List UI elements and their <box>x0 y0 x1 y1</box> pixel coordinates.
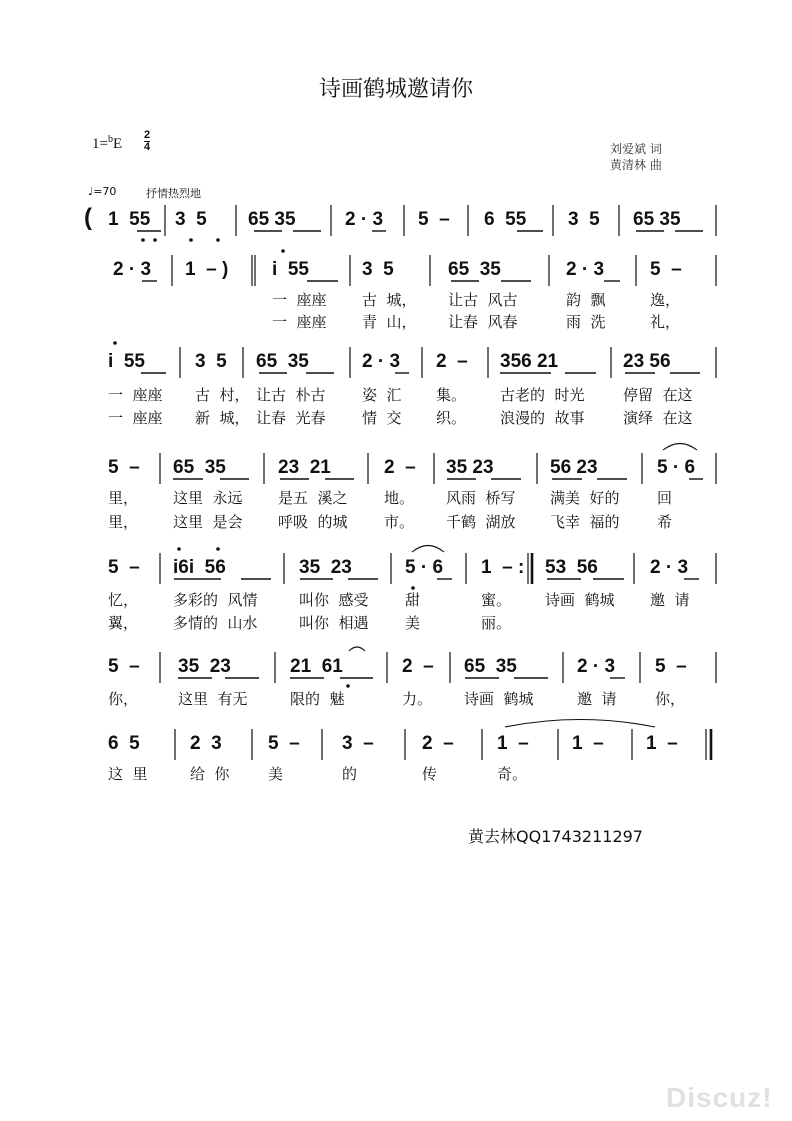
lyric-verse-1: 集。 <box>436 386 467 404</box>
key-note: E <box>112 136 123 152</box>
lyric-verse-1: 奇。 <box>497 765 528 783</box>
meter-top: 2 <box>144 129 151 141</box>
measure-notes: 21 61 <box>290 656 343 677</box>
measure-notes: 356 21 <box>500 351 559 372</box>
measure-notes: 65 35 <box>448 259 501 280</box>
lyric-verse-1: 的 <box>342 765 358 783</box>
measure-notes: 2 – <box>436 351 468 372</box>
measure-notes: 5 – <box>108 656 140 677</box>
lyric-verse-2: 演绎 在这 <box>623 409 693 427</box>
expression-marking: 抒情热烈地 <box>146 187 201 200</box>
measure-notes: 2 · 3 <box>345 209 384 230</box>
measure-notes: 35 23 <box>299 557 352 578</box>
lyric-verse-2: 情 交 <box>362 409 402 427</box>
key-prefix: 1= <box>92 136 108 152</box>
lyric-verse-1: 满美 好的 <box>550 489 620 507</box>
lyric-verse-1: 一 座座 <box>272 291 327 309</box>
measure-notes: 1 – <box>572 733 604 754</box>
lyric-verse-2: 呼吸 的城 <box>278 513 348 531</box>
lyric-verse-2: 青 山， <box>362 313 417 331</box>
lyric-verse-2: 翼， <box>108 614 139 632</box>
measure-notes: 3 5 <box>362 259 394 280</box>
measure-notes: 6 5 <box>108 733 140 754</box>
measure-notes: 5 – <box>108 557 140 578</box>
lyric-verse-2: 多情的 山水 <box>173 614 258 632</box>
measure-notes: i 55 <box>272 259 309 280</box>
measure-notes: 1 – <box>646 733 678 754</box>
lyric-verse-1: 你， <box>655 690 686 708</box>
measure-notes: 5 – <box>650 259 682 280</box>
lyric-verse-1: 里， <box>108 489 139 507</box>
lyric-verse-1: 一 座座 <box>108 386 163 404</box>
lyric-verse-1: 这里 有无 <box>178 690 248 708</box>
lyric-verse-1: 你， <box>108 690 139 708</box>
lyric-verse-2: 礼， <box>650 313 681 331</box>
lyric-verse-1: 让古 朴古 <box>256 386 326 404</box>
measure-notes: 35 23 <box>446 457 494 478</box>
measure-notes: 5 – <box>108 457 140 478</box>
measure-notes: 2 · 3 <box>577 656 616 677</box>
lyric-verse-1: 叫你 感受 <box>299 591 369 609</box>
meter-bottom: 4 <box>144 141 151 153</box>
measure-notes: 2 · 3 <box>113 259 152 280</box>
measure-notes: 5 – <box>655 656 687 677</box>
lyric-verse-2: 浪漫的 故事 <box>500 409 585 427</box>
lyric-verse-2: 让春 风春 <box>448 313 518 331</box>
lyric-verse-1: 邀 请 <box>650 591 690 609</box>
lyric-verse-2: 织。 <box>436 409 467 427</box>
song-title: 诗画鹤城邀请你 <box>318 77 473 102</box>
measure-notes: 5 · 6 <box>657 457 696 478</box>
lyric-verse-1: 诗画 鹤城 <box>464 690 534 708</box>
measure-notes: 1 – ) <box>185 259 229 280</box>
lyric-verse-2: 美 <box>405 614 421 632</box>
lyric-verse-1: 古 城， <box>362 291 417 309</box>
measure-notes: i 55 <box>108 351 145 372</box>
lyric-verse-1: 这 里 <box>108 765 148 783</box>
lyric-verse-1: 多彩的 风情 <box>173 591 258 609</box>
lyric-verse-2: 丽。 <box>481 614 512 632</box>
measure-notes: 6 55 <box>484 209 527 230</box>
measure-notes: 5 · 6 <box>405 557 444 578</box>
measure-notes: 65 35 <box>173 457 226 478</box>
barlines-system-1 <box>165 205 716 236</box>
lyric-verse-1: 邀 请 <box>577 690 617 708</box>
measure-notes: 3 – <box>342 733 374 754</box>
lyric-verse-1: 给 你 <box>190 765 230 783</box>
repeat-open-paren: ( <box>84 204 92 231</box>
lyric-verse-1: 这里 永远 <box>173 489 243 507</box>
measure-notes: 3 5 <box>195 351 227 372</box>
lyric-verse-2: 千鹤 湖放 <box>446 513 516 531</box>
lyric-verse-1: 美 <box>268 765 284 783</box>
lyric-verse-1: 力。 <box>402 690 433 708</box>
measure-notes: 56 23 <box>550 457 598 478</box>
measure-notes: 23 21 <box>278 457 331 478</box>
lyric-verse-1: 传 <box>422 765 438 783</box>
lyric-verse-1: 停留 在这 <box>623 386 693 404</box>
lyric-verse-2: 这里 是会 <box>173 513 243 531</box>
lyric-verse-1: 诗画 鹤城 <box>545 591 615 609</box>
measure-notes: 3 5 <box>175 209 207 230</box>
lyricist-credit: 刘爱斌 词 <box>610 142 662 156</box>
lyric-verse-1: 古老的 时光 <box>500 386 585 404</box>
measure-notes: i6i 56 <box>173 557 226 578</box>
measure-notes: 35 23 <box>178 656 231 677</box>
measure-notes: 65 35 <box>248 209 296 230</box>
lyric-verse-1: 忆， <box>108 591 139 609</box>
flat-sign: b <box>107 134 113 145</box>
measure-notes: 2 – <box>422 733 454 754</box>
measure-notes: 3 5 <box>568 209 600 230</box>
lyric-verse-2: 新 城， <box>195 409 250 427</box>
lyric-verse-1: 回 <box>657 489 673 507</box>
measure-notes: 5 – <box>268 733 300 754</box>
measure-notes: 1 – : <box>481 557 525 578</box>
lyric-verse-1: 古 村， <box>195 386 250 404</box>
composer-credit: 黄清林 曲 <box>610 158 662 172</box>
lyric-verse-1: 韵 飘 <box>566 291 606 309</box>
measure-notes: 2 – <box>402 656 434 677</box>
measure-notes: 23 56 <box>623 351 671 372</box>
lyric-verse-2: 市。 <box>384 513 415 531</box>
lyric-verse-2: 希 <box>657 513 673 531</box>
lyric-verse-1: 甜 <box>405 591 421 609</box>
measure-notes: 2 – <box>384 457 416 478</box>
measure-notes: 65 35 <box>633 209 681 230</box>
lyric-verse-2: 飞幸 福的 <box>550 513 620 531</box>
measure-notes: 65 35 <box>256 351 309 372</box>
lyric-verse-1: 蜜。 <box>481 591 512 609</box>
tempo-marking: ♩=70 <box>88 185 117 198</box>
lyric-verse-1: 姿 汇 <box>362 386 402 404</box>
lyric-verse-2: 让春 光春 <box>256 409 326 427</box>
lyric-verse-2: 一 座座 <box>272 313 327 331</box>
barlines-system-2 <box>172 255 716 286</box>
arranger-signature: 黄去林QQ1743211297 <box>468 827 643 846</box>
measure-notes: 5 – <box>418 209 450 230</box>
lyric-verse-2: 里， <box>108 513 139 531</box>
lyric-verse-1: 让古 风古 <box>448 291 518 309</box>
lyric-verse-2: 雨 洗 <box>566 313 606 331</box>
measure-notes: 2 · 3 <box>362 351 401 372</box>
measure-notes: 2 3 <box>190 733 222 754</box>
barlines-system-7 <box>175 729 711 760</box>
measure-notes: 2 · 3 <box>650 557 689 578</box>
forum-watermark: Discuz! <box>666 1082 773 1113</box>
lyric-verse-1: 是五 溪之 <box>278 489 348 507</box>
beam-lines <box>137 231 703 678</box>
measure-notes: 1 55 <box>108 209 151 230</box>
measure-notes: 2 · 3 <box>566 259 605 280</box>
lyric-verse-1: 限的 魅 <box>290 690 345 708</box>
lyric-verse-1: 风雨 桥写 <box>446 489 516 507</box>
measure-notes: 53 56 <box>545 557 598 578</box>
lyric-verse-1: 逸， <box>650 291 681 309</box>
lyric-verse-2: 一 座座 <box>108 409 163 427</box>
slur-arcs <box>349 444 697 728</box>
lyric-verse-2: 叫你 相遇 <box>299 614 369 632</box>
measure-notes: 65 35 <box>464 656 517 677</box>
lyric-verse-1: 地。 <box>384 489 415 507</box>
measure-notes: 1 – <box>497 733 529 754</box>
